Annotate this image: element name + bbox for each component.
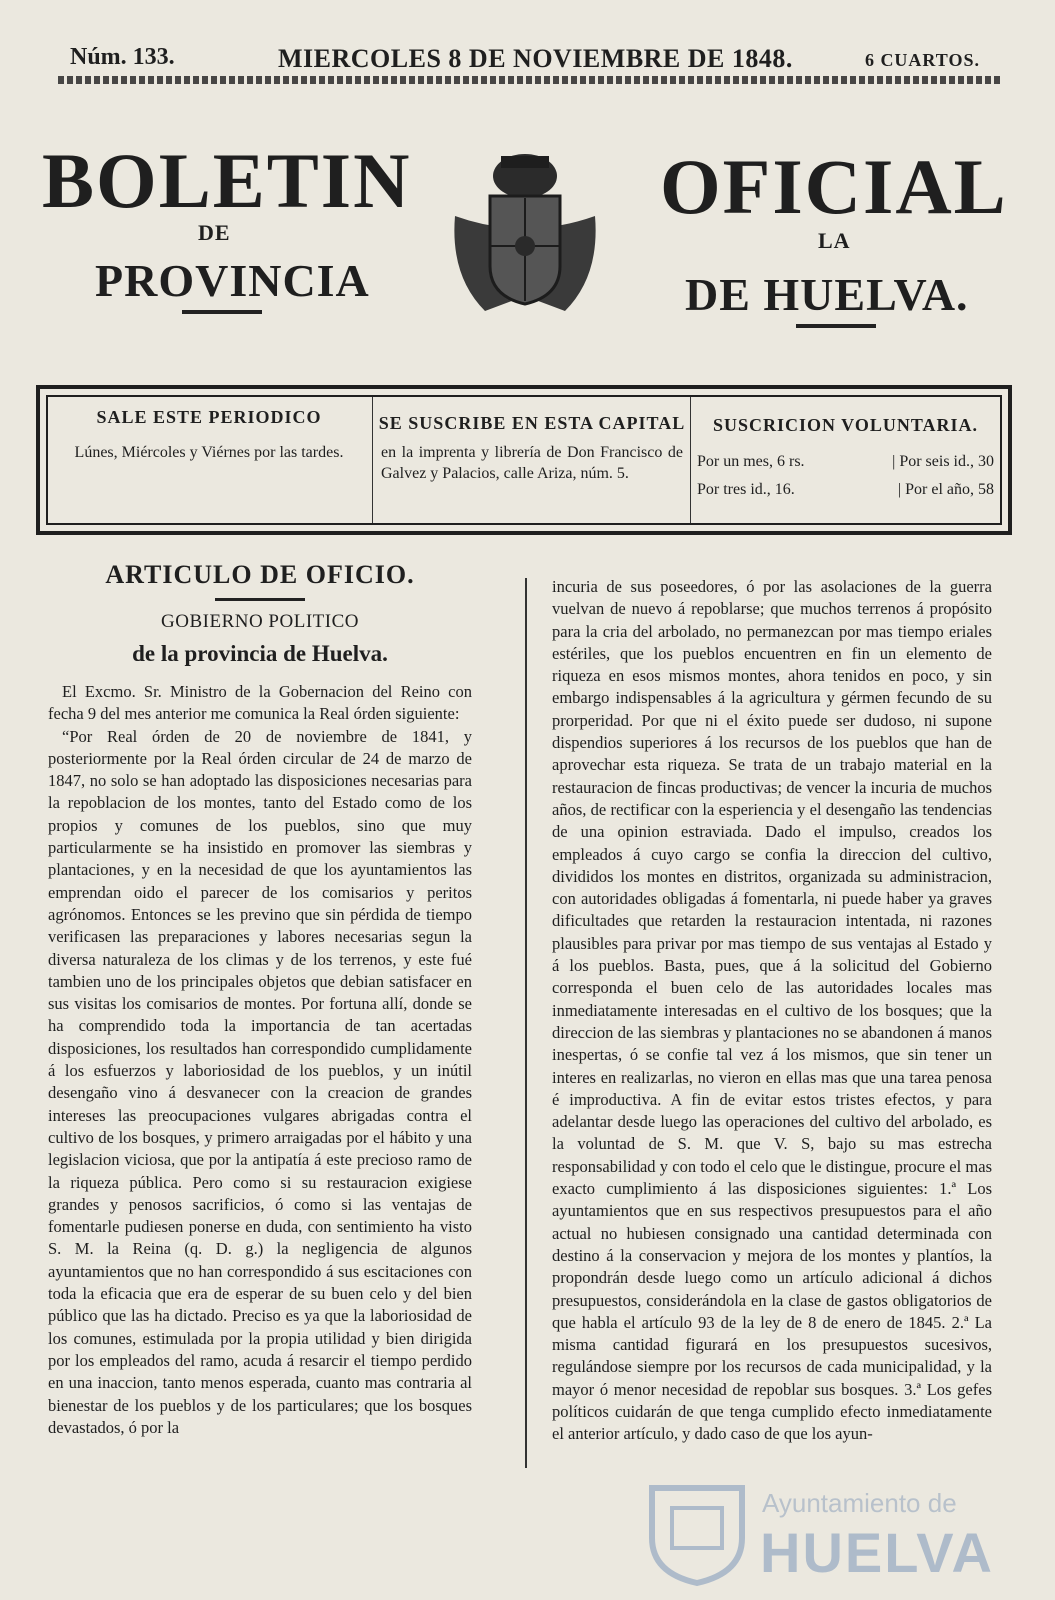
rate-text: Por un mes, 6 rs. [697, 453, 805, 470]
huelva-shield-icon [642, 1478, 752, 1586]
ornamental-rule [58, 76, 1002, 84]
rate-row [697, 448, 994, 476]
masthead-rule-left [182, 310, 262, 314]
article-subtitle: GOBIERNO POLITICO [161, 611, 359, 632]
subscription-place [372, 397, 691, 523]
subscription-rates-title: SUSCRICION VOLUNTARIA. [712, 415, 979, 435]
publication-days-title: SALE ESTE PERIODICO [96, 407, 322, 427]
royal-coat-of-arms-icon [445, 146, 605, 316]
left-column [48, 560, 472, 1439]
header-line [60, 44, 1000, 76]
subscription-rates [690, 397, 1000, 523]
issue-number: Núm. 133. [70, 44, 175, 70]
paragraph: “Por Real órden de 20 de noviembre de 1841, y posteriormente por la Real órden circular de 24 de marzo de 1847, no solo se han adoptado las disposiciones necesarias para la repoblacion de los montes, tanto del Estado como de los propios y comunes de los pueblos, sino que muy particularmente se ha insistido en promover las siembras y plantaciones, y en la necesidad de que los ayuntamientos las emprendan oido el parecer de los comisarios y peritos agrónomos. Entonces se les previno que sin pérdida de tiempo verificasen las preparaciones y labores necesarias segun la diversa naturaleza de los climas y de los terrenos, y este fué tambien uno de los principales objetos que debian satisfacer en sus visitas los comisarios de montes. Por fortuna allí, donde se ha comprendido toda la importancia de tan acertadas disposiciones, los resultados han correspondido cumplidamente á los esfuerzos y laboriosidad de los pueblos, y un inútil desengaño vino á desvanecer con la creacion de grandes intereses las preocupaciones vulgares abrigadas contra el cultivo de los bosques, y primero arraigadas por el hábito y una legislacion viciosa, que por la antipatía á este precioso ramo de la riqueza pública. Pero como si su restauracion exigiese grandes y penosos sacrificios, ó como si las ventajas de fomentarle pudiesen ponerse en duda, con sentimiento ha visto S. M. la Reina (q. D. g.) la negligencia de algunos ayuntamientos que no han correspondido á sus escitaciones con toda la eficacia que era de esperar de su buen celo y del bien público que las ha dictado. Preciso es ya que la laboriosidad de los comunes, estimulada por la propia utilidad y bien dirigida por los empleados del ramo, acuda á resarcir el tiempo perdido en una inaccion, tanto menos esperada, cuanto mas contraria al bienestar de los pueblos y de los particulares; que los bosques devastados, ó por la [48, 726, 472, 1437]
paragraph: El Excmo. Sr. Ministro de la Gobernacion del Reino con fecha 9 del mes anterior me comunica la Real órden siguiente: [48, 682, 472, 724]
masthead-oficial: OFICIAL [660, 143, 1008, 230]
issue-price: 6 CUARTOS. [864, 50, 980, 70]
subscription-place-text: en la imprenta y librería de Don Francisco de Galvez y Palacios, calle Ariza, núm. 5. [381, 444, 683, 482]
masthead-rule-right [796, 324, 876, 328]
subscription-box [36, 385, 1012, 535]
column-divider [525, 578, 527, 1468]
right-column [552, 576, 992, 1446]
watermark [642, 1478, 994, 1588]
rate-text: | Por el año, 58 [897, 481, 994, 498]
masthead-boletin: BOLETIN [42, 137, 412, 224]
masthead-de-huelva: DE HUELVA. [685, 269, 969, 320]
rate-text: Por tres id., 16. [697, 481, 795, 498]
paragraph: incuria de sus poseedores, ó por las asolaciones de la guerra vuelvan de nuevo á repoblarse; que muchos terrenos á propósito para la cria del arbolado, no permanezcan por mas tiempo eriales estériles, que los pueblos encuentren en fin un elemento de riqueza en esos mismos montes, ahora tenidos en poco, y sin embargo indispensables á la agricultura y gérmen fecundo de su prorperidad. Por que ni el éxito puede ser dudoso, ni supone dispendios superiores á los recursos de los pueblos que han de aprovechar esta riqueza. Se trata de un trabajo material en la restauracion de fincas productivas; de vencer la incuria de muchos años, de rectificar con la esperiencia y el desengaño las tendencias de una opinion estraviada. Dado el impulso, creados los empleados á cuyo cargo se confia la direccion del cultivo, divididos los montes en distritos, organizada su administracion, con autoridades obligadas á fomentarla, ni puede haber ya graves dificultades que retarden la restauracion intentada, ni razones plausibles para privar por mas tiempo de sus ventajas al Estado y á los pueblos. Basta, pues, que á la solicitud del Gobierno corresponda el buen celo de las autoridades locales mas inmediatamente interesadas en el cultivo de los bosques; que la direccion de las siembras y plantaciones no se abandonen á manos inespertas, ó se confie tal vez á los mismos, que sin tener un interes en realizarlas, no vieron en ellas mas que una tarea penosa é improductiva. A fin de evitar estos tristes efectos, y para adelantar desde luego las operaciones del cultivo del arbolado, es la voluntad de S. M. que V. S, bajo su mas estrecha responsabilidad y con todo el celo que le distingue, procure el mas exacto cumplimiento á las disposiciones siguientes: 1.ª Los ayuntamientos que en sus respectivos presupuestos para el año actual no hubiesen consignado una cantidad determinada con destino á la conservacion y mejora de los montes y plantíos, la propondrán desde luego como un artículo adicional á dichos presupuestos, considerándola en la clase de gastos obligatorios de que habla el artículo 93 de la ley de 8 de enero de 1845. 2.ª La misma cantidad figurará en los presupuestos sucesivos, regulándose siempre por los recursos de cada municipalidad, y la mayor ó menor necesidad de repoblar sus bosques. 3.ª Los gefes políticos cuidarán de que tenga cumplido efecto inmediatamente el anterior artículo, y dado caso de que los ayun- [552, 577, 992, 1444]
masthead-la: LA [818, 228, 851, 253]
watermark-line2: HUELVA [760, 1521, 994, 1584]
section-rule [215, 598, 305, 601]
watermark-line1: Ayuntamiento de [762, 1488, 957, 1518]
masthead-de: DE [198, 220, 231, 245]
rate-row [697, 476, 994, 504]
masthead [40, 128, 1010, 358]
subscription-place-title: SE SUSCRIBE EN ESTA CAPITAL [378, 413, 686, 433]
article-subtitle-2: de la provincia de Huelva. [132, 641, 388, 666]
rate-text: | Por seis id., 30 [892, 453, 994, 470]
section-title: ARTICULO DE OFICIO. [105, 560, 415, 589]
issue-date: MIERCOLES 8 DE NOVIEMBRE DE 1848. [278, 44, 793, 73]
publication-days [48, 397, 370, 523]
masthead-provincia: PROVINCIA [95, 255, 370, 306]
publication-days-text: Lúnes, Miércoles y Viérnes por las tardes. [74, 444, 344, 461]
